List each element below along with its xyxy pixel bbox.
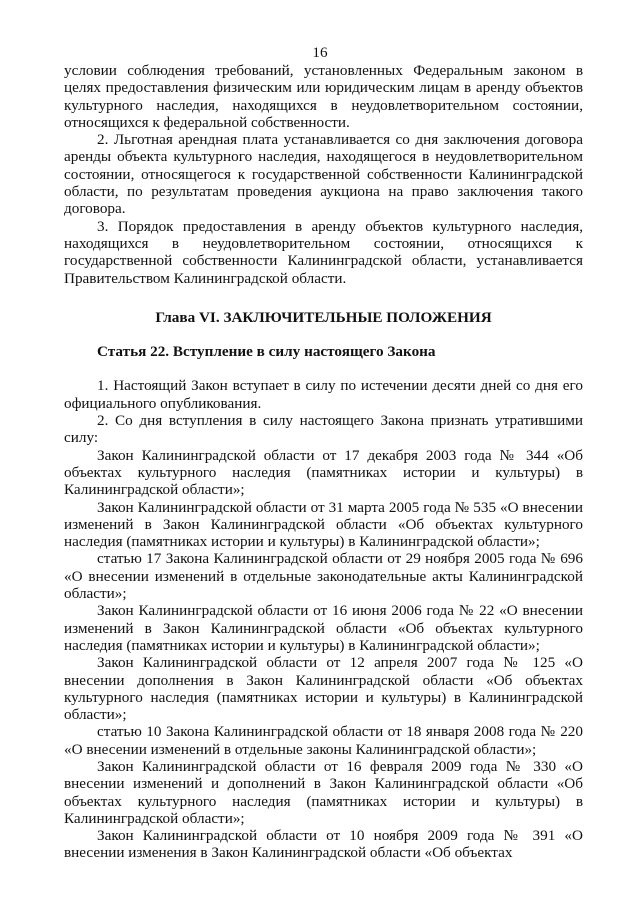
repealed-law-item: статью 10 Закона Калининградской области от 18 января 2008 года № 220 «О внесении изменений в отдельные законы Калининградской области»; xyxy=(64,723,583,758)
chapter-title: Глава VI. ЗАКЛЮЧИТЕЛЬНЫЕ ПОЛОЖЕНИЯ xyxy=(155,308,492,326)
paragraph-continuation: условии соблюдения требований, установленных Федеральным законом в целях предоставления физическим или юридическим лицам в аренду объектов культурного наследия, находящихся в неудовлетворительном состоянии, относящихся к федеральной собственности. xyxy=(64,62,583,131)
repealed-law-item: Закон Калининградской области от 16 июня 2006 года № 22 «О внесении изменений в Закон Калининградской области «Об объектах культурного наследия (памятниках истории и культуры) в Калининградской области»; xyxy=(64,602,583,654)
paragraph-entry-into-force: 1. Настоящий Закон вступает в силу по истечении десяти дней со дня его официального опубликования. xyxy=(64,377,583,412)
article-title: Статья 22. Вступление в силу настоящего Закона xyxy=(97,343,436,361)
repealed-law-item: Закон Калининградской области от 17 декабря 2003 года № 344 «Об объектах культурного наследия (памятниках истории и культуры) в Калининградской области»; xyxy=(64,446,583,499)
repealed-law-item: статью 17 Закона Калининградской области от 29 ноября 2005 года № 696 «О внесении изменений в отдельные законодательные акты Калининградской области»; xyxy=(64,550,583,603)
page-number: 16 xyxy=(312,44,328,61)
document-body xyxy=(64,62,583,862)
repealed-law-item: Закон Калининградской области от 10 ноября 2009 года № 391 «О внесении изменения в Закон Калининградской области «Об объектах xyxy=(64,827,583,862)
paragraph-lease-rate: 2. Льготная арендная плата устанавливается со дня заключения договора аренды объекта культурного наследия, находящегося в неудовлетворительном состоянии, относящегося к государственной собственности Калининградской области, по результатам проведения аукциона на право заключения такого договора. xyxy=(64,131,583,218)
paragraph-lease-procedure: 3. Порядок предоставления в аренду объектов культурного наследия, находящихся в неудовлетворительном состоянии, относящихся к государственной собственности Калининградской области, устанавливается Правительством Калининградской области. xyxy=(64,217,583,287)
repealed-law-item: Закон Калининградской области от 31 марта 2005 года № 535 «О внесении изменений в Закон Калининградской области «Об объектах культурного наследия (памятниках истории и культуры) в Калининградской области»; xyxy=(64,498,583,551)
repealed-law-item: Закон Калининградской области от 16 февраля 2009 года № 330 «О внесении изменений и дополнений в Закон Калининградской области «Об объектах культурного наследия (памятниках истории и культуры) в Калининградской области»; xyxy=(64,757,583,827)
paragraph-repeal-intro: 2. Со дня вступления в силу настоящего Закона признать утратившими силу: xyxy=(64,412,583,447)
repealed-law-item: Закон Калининградской области от 12 апреля 2007 года № 125 «О внесении дополнения в Закон Калининградской области «Об объектах культурного наследия (памятниках истории и культуры) в Калининградской области»; xyxy=(64,654,583,724)
